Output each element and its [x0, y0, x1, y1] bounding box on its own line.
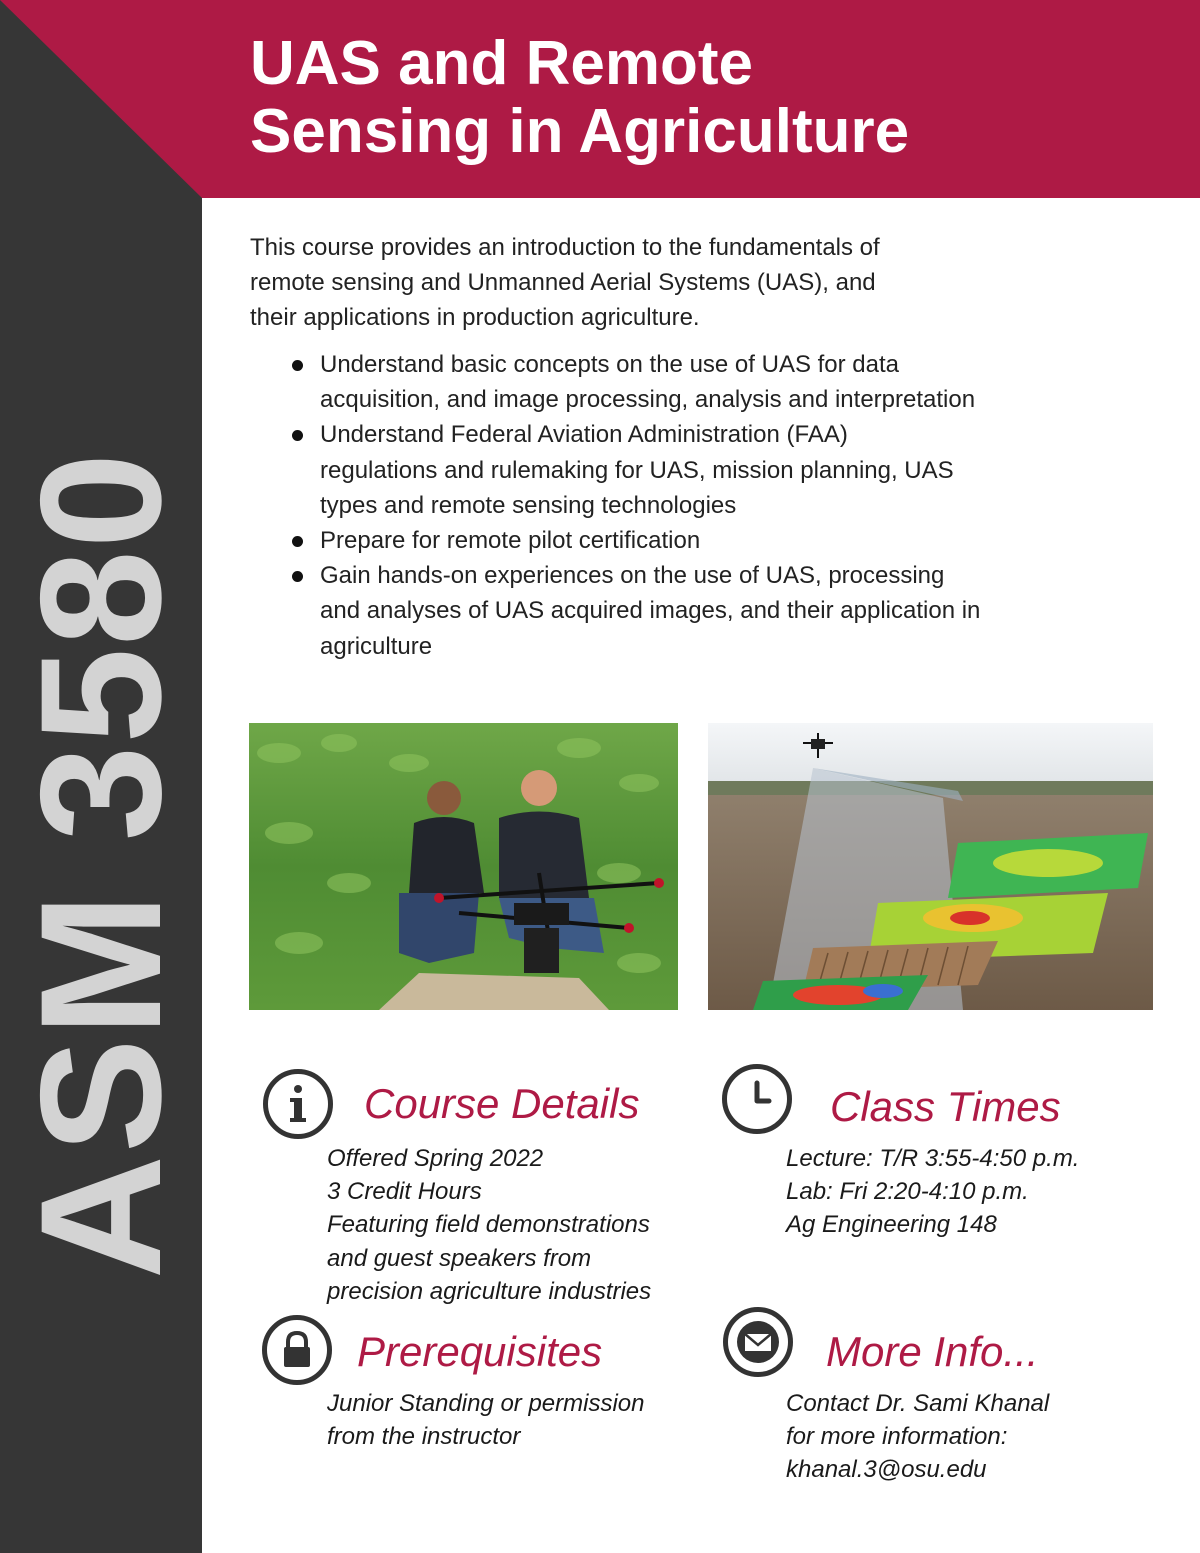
objective-line: Understand Federal Aviation Administration (FAA) [320, 421, 848, 449]
page-title [250, 30, 1150, 166]
course-code: ASM 3580 [5, 450, 197, 1280]
more-info-heading: More Info... [826, 1328, 1039, 1375]
sidebar-band [0, 0, 202, 1553]
objective-line: agriculture [320, 632, 433, 660]
header-band [0, 0, 1200, 198]
course-details-heading: Course Details [364, 1080, 640, 1127]
title-line: Sensing in Agriculture [250, 97, 910, 166]
intro-paragraph [250, 230, 1050, 335]
prerequisites-body [327, 1387, 645, 1453]
course-details-line: Offered Spring 2022 [327, 1145, 544, 1172]
objective-line: Prepare for remote pilot certification [320, 527, 701, 555]
objective-item [292, 347, 1132, 417]
objectives-list [292, 347, 1132, 664]
objective-line: Gain hands-on experiences on the use of UAS, processing [320, 562, 945, 590]
prerequisites-line: from the instructor [327, 1423, 521, 1451]
class-times-line: Lab: Fri 2:20-4:10 p.m. [786, 1178, 1029, 1206]
title-line: UAS and Remote [250, 29, 753, 98]
photo-drone-mapping-layers [708, 723, 1153, 1010]
course-details-line: Featuring field demonstrations [327, 1211, 650, 1239]
photo-drone-field-team [249, 723, 678, 1010]
info-icon [263, 1069, 333, 1139]
prerequisites-heading: Prerequisites [357, 1328, 603, 1375]
clock-icon [722, 1064, 792, 1134]
more-info-body [786, 1387, 1049, 1487]
more-info-line: for more information: [786, 1423, 1008, 1451]
objective-item [292, 523, 1132, 558]
prerequisites-line: Junior Standing or permission [327, 1390, 645, 1417]
objective-line: Understand basic concepts on the use of UAS for data [320, 351, 900, 378]
objective-line: and analyses of UAS acquired images, and their application in [320, 597, 981, 625]
envelope-icon [723, 1307, 793, 1377]
objective-item [292, 417, 1132, 523]
intro-line: their applications in production agriculture. [250, 304, 700, 331]
objective-item [292, 558, 1132, 664]
course-details-line: 3 Credit Hours [327, 1178, 482, 1206]
class-times-line: Ag Engineering 148 [786, 1211, 997, 1239]
contact-email-link[interactable]: khanal.3@osu.edu [786, 1456, 987, 1484]
header-corner-notch [0, 0, 202, 198]
course-details-body [327, 1142, 651, 1308]
intro-line: This course provides an introduction to the fundamentals of [250, 234, 880, 261]
objective-line: types and remote sensing technologies [320, 491, 737, 519]
class-times-heading: Class Times [830, 1083, 1061, 1130]
intro-line: remote sensing and Unmanned Aerial Systems (UAS), and [250, 269, 876, 296]
objective-line: regulations and rulemaking for UAS, mission planning, UAS [320, 456, 954, 484]
class-times-line: Lecture: T/R 3:55-4:50 p.m. [786, 1145, 1080, 1172]
course-details-line: and guest speakers from [327, 1244, 592, 1272]
more-info-line: Contact Dr. Sami Khanal [786, 1390, 1050, 1417]
lock-icon [262, 1315, 332, 1385]
objective-line: acquisition, and image processing, analysis and interpretation [320, 386, 976, 414]
course-details-line: precision agriculture industries [327, 1277, 652, 1305]
class-times-body [786, 1142, 1079, 1242]
